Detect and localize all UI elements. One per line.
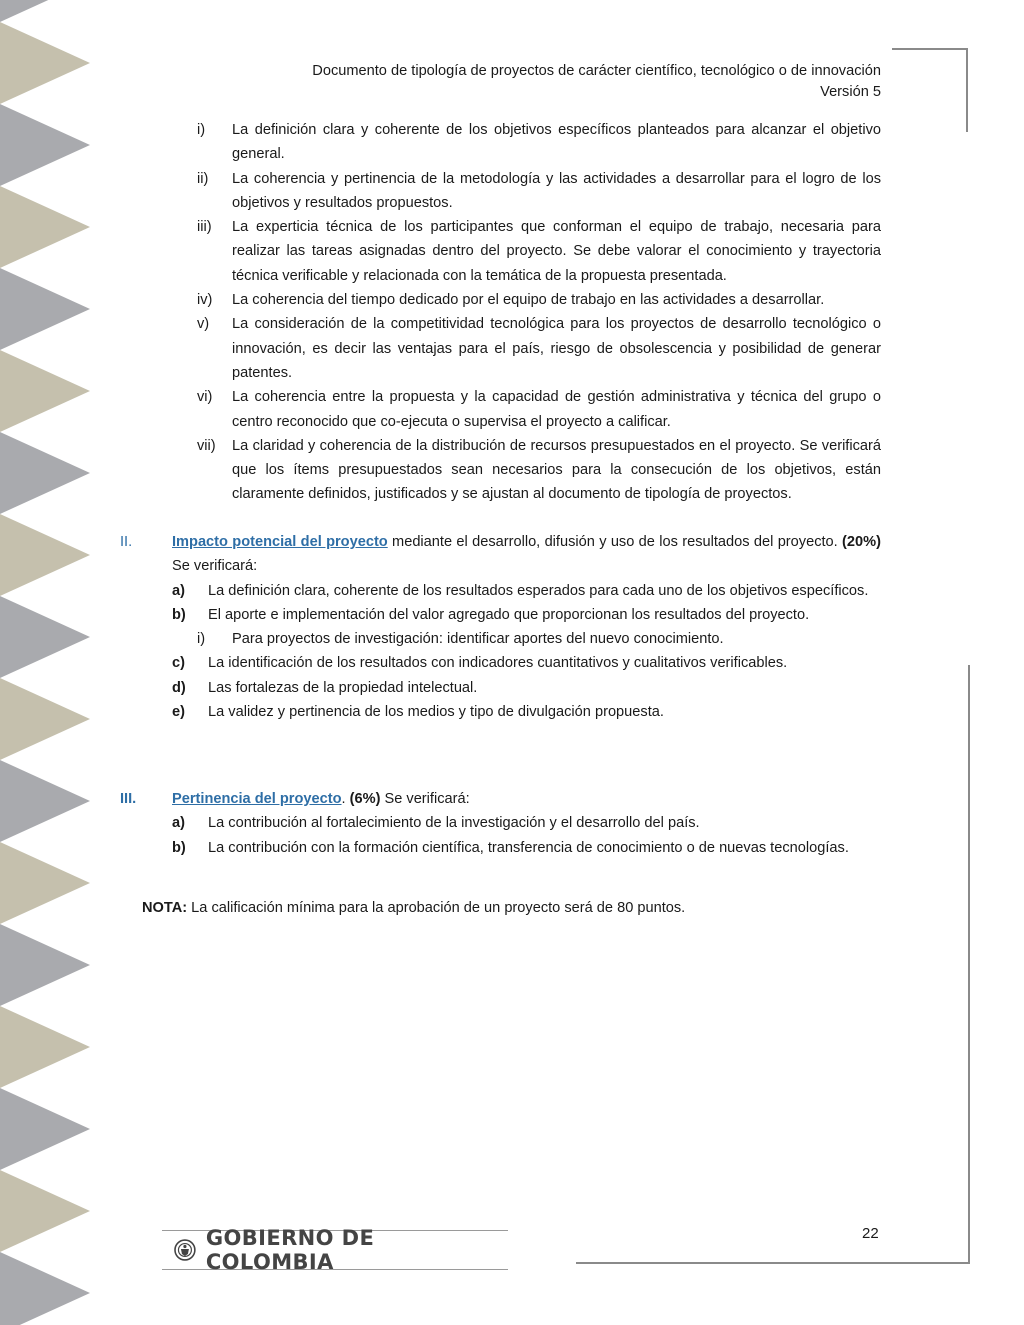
chevron-decoration	[0, 432, 90, 514]
page-number: 22	[862, 1225, 879, 1242]
list-marker: i)	[197, 122, 206, 138]
list-item-text: Las fortalezas de la propiedad intelectual.	[208, 679, 478, 696]
list-item	[197, 167, 881, 216]
section-number: III.	[120, 791, 137, 807]
coat-of-arms-icon	[174, 1239, 196, 1261]
section-items	[172, 811, 881, 860]
list-item-text: La coherencia entre la propuesta y la capacidad de gestión administrativa y técnica del grupo o centro reconocido que co-ejecuta o supervisa el proyecto a calificar.	[232, 389, 881, 430]
list-item-text: La validez y pertinencia de los medios y tipo de divulgación propuesta.	[208, 704, 664, 721]
section-title-link[interactable]: Pertinencia del proyecto	[172, 791, 342, 807]
list-item	[197, 434, 881, 507]
chevron-decoration	[0, 22, 90, 104]
chevron-decoration	[0, 842, 90, 924]
list-marker: iii)	[197, 219, 212, 236]
list-marker: b)	[172, 839, 186, 856]
chevron-decoration	[0, 596, 90, 678]
chevron-decoration	[0, 1252, 90, 1325]
chevron-decoration	[0, 104, 90, 186]
list-marker: iv)	[197, 292, 213, 309]
list-item-text: Para proyectos de investigación: identificar aportes del nuevo conocimiento.	[232, 631, 724, 648]
note-text: La calificación mínima para la aprobación de un proyecto será de 80 puntos.	[187, 900, 686, 916]
list-item	[197, 118, 881, 167]
document-version: Versión 5	[820, 84, 881, 100]
list-item-text: La consideración de la competitividad tecnológica para los proyectos de desarrollo tecnológico o innovación, es decir las ventajas para el país, riesgo de obsolescencia y posibilidad de generar patentes.	[232, 316, 881, 381]
list-item-text: La contribución con la formación científica, transferencia de conocimiento o de nuevas tecnologías.	[208, 839, 849, 856]
list-item	[172, 579, 881, 603]
list-item-text: La coherencia del tiempo dedicado por el equipo de trabajo en las actividades a desarrollar.	[232, 292, 825, 309]
list-marker: i)	[197, 631, 206, 648]
decorative-frame-top-right	[892, 48, 968, 132]
chevron-decoration	[0, 0, 90, 22]
list-marker: vi)	[197, 389, 213, 406]
section-weight: (6%)	[349, 791, 381, 807]
chevron-decoration	[0, 350, 90, 432]
list-item-text: La definición clara, coherente de los resultados esperados para cada uno de los objetivos específicos.	[208, 582, 869, 599]
decorative-chevron-border	[0, 0, 90, 1325]
list-item	[172, 811, 881, 835]
criteria-list	[197, 118, 881, 507]
list-item-text: La coherencia y pertinencia de la metodología y las actividades a desarrollar para el logro de los objetivos y resultados propuestos.	[232, 170, 881, 211]
chevron-decoration	[0, 678, 90, 760]
list-item	[172, 676, 881, 700]
list-item	[197, 288, 881, 312]
chevron-decoration	[0, 514, 90, 596]
chevron-decoration	[0, 924, 90, 1006]
list-marker: a)	[172, 582, 185, 599]
list-item	[197, 627, 881, 651]
section-impacto	[120, 530, 881, 724]
list-item	[197, 215, 881, 288]
logo-text: GOBIERNO DE COLOMBIA	[205, 1225, 375, 1274]
list-item	[197, 385, 881, 434]
list-marker: e)	[172, 704, 185, 721]
document-title: Documento de tipología de proyectos de carácter científico, tecnológico o de innovación	[312, 63, 881, 79]
section-pertinencia	[120, 787, 881, 860]
list-item-text: La experticia técnica de los participantes que conforman el equipo de trabajo, necesaria para realizar las tareas asignadas dentro del proyecto. Se debe valorar el conocimiento y trayectoria técnica verificable y relacionada con la temática de la propuesta presentada.	[232, 219, 881, 284]
section-title-link[interactable]: Impacto potencial del proyecto	[172, 534, 388, 550]
document-header	[312, 61, 881, 103]
chevron-decoration	[0, 268, 90, 350]
list-item	[172, 836, 881, 860]
chevron-decoration	[0, 1088, 90, 1170]
list-marker: b)	[172, 606, 186, 623]
section-items	[172, 579, 881, 725]
chevron-decoration	[0, 1170, 90, 1252]
list-item-text: El aporte e implementación del valor agregado que proporcionan los resultados del proyecto.	[208, 606, 810, 623]
list-marker: vii)	[197, 437, 216, 454]
decorative-frame-bottom-right	[576, 665, 970, 1264]
section-number: II.	[120, 534, 133, 550]
list-item-text: La contribución al fortalecimiento de la investigación y el desarrollo del país.	[208, 815, 700, 832]
section-weight: (20%)	[842, 534, 881, 550]
list-item	[172, 700, 881, 724]
list-marker: c)	[172, 655, 185, 672]
chevron-decoration	[0, 1006, 90, 1088]
list-item	[172, 651, 881, 675]
section-intro: Impacto potencial del proyecto mediante el desarrollo, difusión y uso de los resultados del proyecto. (20%) Se verificará:	[172, 534, 881, 575]
list-item-text: La definición clara y coherente de los objetivos específicos planteados para alcanzar el objetivo general.	[232, 122, 881, 163]
section-intro: Pertinencia del proyecto. (6%) Se verificará:	[172, 791, 470, 807]
chevron-decoration	[0, 760, 90, 842]
list-marker: a)	[172, 815, 185, 832]
chevron-decoration	[0, 186, 90, 268]
list-item-text: La identificación de los resultados con indicadores cuantitativos y cualitativos verificables.	[208, 655, 788, 672]
list-marker: d)	[172, 679, 186, 696]
note-paragraph	[142, 896, 685, 920]
list-item-text: La claridad y coherencia de la distribución de recursos presupuestados en el proyecto. Se verificará que los ítems presupuestados sean necesarios para la consecución de los objetivos, están claramente definidos, justificados y se ajustan al documento de tipología de proyectos.	[232, 437, 881, 503]
list-item	[172, 603, 881, 627]
note-label: NOTA:	[142, 900, 188, 916]
list-marker: v)	[197, 316, 210, 333]
footer-logo	[162, 1225, 508, 1274]
list-marker: ii)	[197, 170, 209, 187]
list-item	[197, 312, 881, 385]
